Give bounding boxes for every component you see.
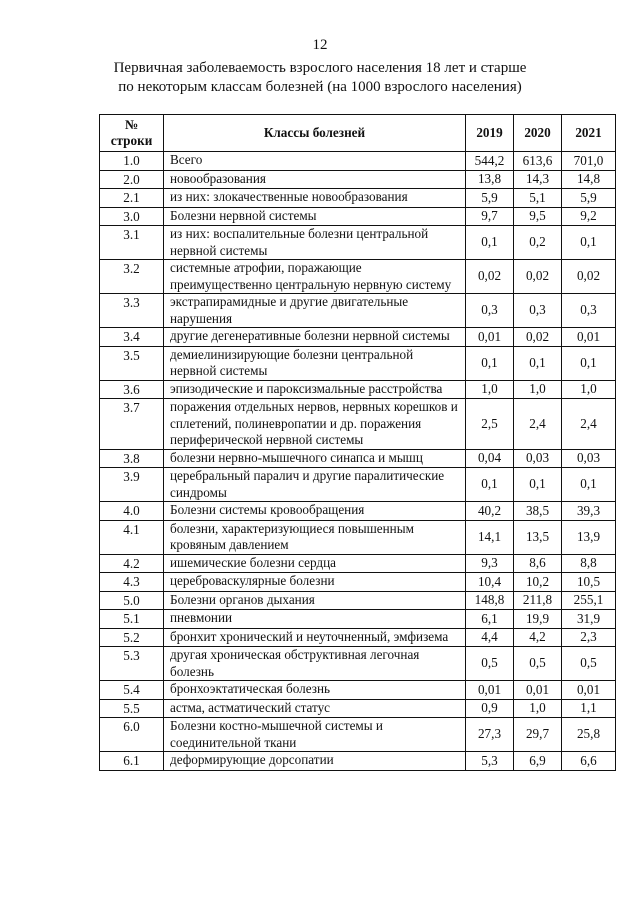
value-2019-cell: 148,8 <box>466 591 514 610</box>
table-row <box>100 718 616 752</box>
value-2020-cell: 1,0 <box>514 699 562 718</box>
value-2020-cell: 1,0 <box>514 380 562 399</box>
row-number-cell: 3.4 <box>100 328 164 347</box>
value-2021-cell: 0,3 <box>562 294 616 328</box>
row-number-cell: 4.3 <box>100 573 164 592</box>
value-2021-cell: 25,8 <box>562 718 616 752</box>
table-row <box>100 260 616 294</box>
disease-class-cell: бронхит хронический и неуточненный, эмфизема <box>164 628 466 647</box>
value-2021-cell: 1,1 <box>562 699 616 718</box>
value-2020-cell: 5,1 <box>514 189 562 208</box>
disease-class-cell: системные атрофии, поражающие преимущественно центральную нервную систему <box>164 260 466 294</box>
row-number-cell: 2.0 <box>100 170 164 189</box>
value-2019-cell: 10,4 <box>466 573 514 592</box>
disease-class-cell: демиелинизирующие болезни центральной нервной системы <box>164 346 466 380</box>
header-row-number-line2: строки <box>110 133 153 148</box>
value-2021-cell: 39,3 <box>562 502 616 521</box>
table-row <box>100 468 616 502</box>
value-2019-cell: 0,1 <box>466 346 514 380</box>
header-row-number <box>100 115 164 152</box>
table-row <box>100 399 616 450</box>
value-2021-cell: 5,9 <box>562 189 616 208</box>
table-row <box>100 752 616 771</box>
morbidity-table <box>99 114 616 771</box>
value-2021-cell: 0,02 <box>562 260 616 294</box>
table-row <box>100 328 616 347</box>
table-row <box>100 699 616 718</box>
table-row <box>100 520 616 554</box>
table-title <box>60 59 580 97</box>
disease-class-cell: Болезни костно-мышечной системы и соединительной ткани <box>164 718 466 752</box>
row-number-cell: 3.8 <box>100 449 164 468</box>
table-row <box>100 226 616 260</box>
value-2019-cell: 9,7 <box>466 207 514 226</box>
value-2021-cell: 0,01 <box>562 681 616 700</box>
value-2021-cell: 8,8 <box>562 554 616 573</box>
disease-class-cell: пневмонии <box>164 610 466 629</box>
value-2020-cell: 19,9 <box>514 610 562 629</box>
value-2021-cell: 13,9 <box>562 520 616 554</box>
value-2019-cell: 27,3 <box>466 718 514 752</box>
row-number-cell: 5.1 <box>100 610 164 629</box>
header-year-2021: 2021 <box>562 115 616 152</box>
table-row <box>100 449 616 468</box>
table-row <box>100 189 616 208</box>
value-2020-cell: 0,01 <box>514 681 562 700</box>
disease-class-cell: цереброваскулярные болезни <box>164 573 466 592</box>
value-2021-cell: 9,2 <box>562 207 616 226</box>
table-row <box>100 502 616 521</box>
disease-class-cell: другие дегенеративные болезни нервной системы <box>164 328 466 347</box>
title-line-1: Первичная заболеваемость взрослого населения 18 лет и старше <box>113 60 527 76</box>
value-2021-cell: 10,5 <box>562 573 616 592</box>
row-number-cell: 4.1 <box>100 520 164 554</box>
header-year-2019: 2019 <box>466 115 514 152</box>
table-row <box>100 554 616 573</box>
table-row <box>100 380 616 399</box>
value-2020-cell: 0,02 <box>514 260 562 294</box>
value-2019-cell: 0,1 <box>466 226 514 260</box>
value-2020-cell: 0,5 <box>514 647 562 681</box>
row-number-cell: 6.0 <box>100 718 164 752</box>
value-2019-cell: 0,9 <box>466 699 514 718</box>
value-2021-cell: 2,4 <box>562 399 616 450</box>
disease-class-cell: Всего <box>164 152 466 171</box>
row-number-cell: 3.2 <box>100 260 164 294</box>
value-2021-cell: 0,1 <box>562 346 616 380</box>
disease-class-cell: болезни, характеризующиеся повышенным кровяным давлением <box>164 520 466 554</box>
header-year-2020: 2020 <box>514 115 562 152</box>
value-2021-cell: 0,1 <box>562 468 616 502</box>
row-number-cell: 5.3 <box>100 647 164 681</box>
page-number: 12 <box>312 37 328 53</box>
table-row <box>100 573 616 592</box>
value-2019-cell: 0,5 <box>466 647 514 681</box>
value-2021-cell: 31,9 <box>562 610 616 629</box>
value-2020-cell: 0,1 <box>514 346 562 380</box>
value-2019-cell: 14,1 <box>466 520 514 554</box>
value-2020-cell: 29,7 <box>514 718 562 752</box>
disease-class-cell: деформирующие дорсопатии <box>164 752 466 771</box>
value-2019-cell: 9,3 <box>466 554 514 573</box>
value-2019-cell: 13,8 <box>466 170 514 189</box>
value-2020-cell: 613,6 <box>514 152 562 171</box>
value-2019-cell: 0,01 <box>466 328 514 347</box>
row-number-cell: 3.5 <box>100 346 164 380</box>
value-2020-cell: 38,5 <box>514 502 562 521</box>
value-2021-cell: 0,5 <box>562 647 616 681</box>
value-2019-cell: 0,04 <box>466 449 514 468</box>
disease-class-cell: болезни нервно-мышечного синапса и мышц <box>164 449 466 468</box>
row-number-cell: 3.9 <box>100 468 164 502</box>
row-number-cell: 3.3 <box>100 294 164 328</box>
row-number-cell: 4.0 <box>100 502 164 521</box>
table-row <box>100 591 616 610</box>
value-2020-cell: 0,1 <box>514 468 562 502</box>
table-row <box>100 346 616 380</box>
value-2019-cell: 0,1 <box>466 468 514 502</box>
table-row <box>100 628 616 647</box>
row-number-cell: 5.5 <box>100 699 164 718</box>
value-2019-cell: 0,01 <box>466 681 514 700</box>
value-2019-cell: 544,2 <box>466 152 514 171</box>
value-2019-cell: 6,1 <box>466 610 514 629</box>
value-2020-cell: 0,03 <box>514 449 562 468</box>
value-2020-cell: 8,6 <box>514 554 562 573</box>
disease-class-cell: ишемические болезни сердца <box>164 554 466 573</box>
row-number-cell: 4.2 <box>100 554 164 573</box>
value-2021-cell: 701,0 <box>562 152 616 171</box>
row-number-cell: 5.2 <box>100 628 164 647</box>
table-row <box>100 152 616 171</box>
row-number-cell: 6.1 <box>100 752 164 771</box>
value-2020-cell: 6,9 <box>514 752 562 771</box>
value-2021-cell: 14,8 <box>562 170 616 189</box>
value-2021-cell: 0,1 <box>562 226 616 260</box>
value-2020-cell: 13,5 <box>514 520 562 554</box>
disease-class-cell: из них: воспалительные болезни центральной нервной системы <box>164 226 466 260</box>
row-number-cell: 3.0 <box>100 207 164 226</box>
row-number-cell: 3.6 <box>100 380 164 399</box>
disease-class-cell: церебральный паралич и другие паралитические синдромы <box>164 468 466 502</box>
value-2019-cell: 40,2 <box>466 502 514 521</box>
table-row <box>100 610 616 629</box>
value-2021-cell: 255,1 <box>562 591 616 610</box>
value-2019-cell: 5,3 <box>466 752 514 771</box>
value-2020-cell: 211,8 <box>514 591 562 610</box>
disease-class-cell: поражения отдельных нервов, нервных корешков и сплетений, полиневропатии и др. поражения периферической нервной системы <box>164 399 466 450</box>
value-2021-cell: 0,03 <box>562 449 616 468</box>
disease-class-cell: другая хроническая обструктивная легочная болезнь <box>164 647 466 681</box>
value-2021-cell: 1,0 <box>562 380 616 399</box>
disease-class-cell: астма, астматический статус <box>164 699 466 718</box>
value-2020-cell: 9,5 <box>514 207 562 226</box>
table-row <box>100 294 616 328</box>
table-row <box>100 170 616 189</box>
value-2020-cell: 0,2 <box>514 226 562 260</box>
value-2019-cell: 1,0 <box>466 380 514 399</box>
disease-class-cell: Болезни органов дыхания <box>164 591 466 610</box>
value-2020-cell: 0,3 <box>514 294 562 328</box>
value-2019-cell: 0,02 <box>466 260 514 294</box>
value-2020-cell: 2,4 <box>514 399 562 450</box>
disease-class-cell: новообразования <box>164 170 466 189</box>
disease-class-cell: экстрапирамидные и другие двигательные нарушения <box>164 294 466 328</box>
value-2019-cell: 4,4 <box>466 628 514 647</box>
row-number-cell: 2.1 <box>100 189 164 208</box>
row-number-cell: 5.4 <box>100 681 164 700</box>
table-row <box>100 647 616 681</box>
title-line-2: по некоторым классам болезней (на 1000 взрослого населения) <box>118 79 522 95</box>
header-disease-class: Классы болезней <box>164 115 466 152</box>
row-number-cell: 3.7 <box>100 399 164 450</box>
disease-class-cell: из них: злокачественные новообразования <box>164 189 466 208</box>
disease-class-cell: Болезни системы кровообращения <box>164 502 466 521</box>
value-2019-cell: 2,5 <box>466 399 514 450</box>
value-2021-cell: 2,3 <box>562 628 616 647</box>
value-2019-cell: 0,3 <box>466 294 514 328</box>
disease-class-cell: бронхоэктатическая болезнь <box>164 681 466 700</box>
value-2020-cell: 4,2 <box>514 628 562 647</box>
row-number-cell: 1.0 <box>100 152 164 171</box>
disease-class-cell: эпизодические и пароксизмальные расстройства <box>164 380 466 399</box>
value-2020-cell: 0,02 <box>514 328 562 347</box>
table-row <box>100 681 616 700</box>
row-number-cell: 3.1 <box>100 226 164 260</box>
value-2021-cell: 6,6 <box>562 752 616 771</box>
value-2021-cell: 0,01 <box>562 328 616 347</box>
value-2020-cell: 10,2 <box>514 573 562 592</box>
value-2019-cell: 5,9 <box>466 189 514 208</box>
row-number-cell: 5.0 <box>100 591 164 610</box>
disease-class-cell: Болезни нервной системы <box>164 207 466 226</box>
value-2020-cell: 14,3 <box>514 170 562 189</box>
table-row <box>100 207 616 226</box>
header-row-number-line1: № <box>124 116 139 132</box>
header-row <box>100 115 616 152</box>
